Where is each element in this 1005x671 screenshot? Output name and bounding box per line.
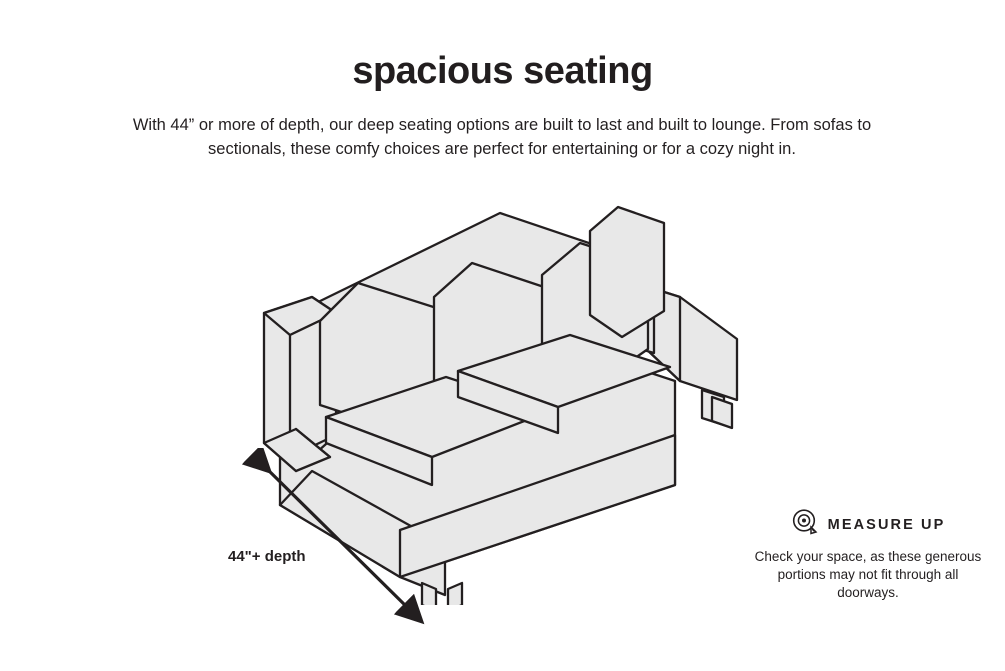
measure-up-note: Check your space, as these generous portions may not fit through all doorways.: [754, 549, 982, 601]
sofa-leg-back-right-2: [712, 397, 732, 428]
sofa-back-cushion-4: [590, 207, 664, 337]
measure-up-label: MEASURE UP: [827, 516, 946, 533]
measure-up-block: [752, 508, 984, 603]
depth-arrow: [240, 448, 440, 638]
depth-arrow-line: [261, 463, 413, 613]
sofa-leg-front-left-2: [448, 583, 462, 605]
page-subtitle: With 44” or more of depth, our deep seating options are built to last and built to lounge. From sofas to sectionals, these comfy choices are perfect for entertaining or for a cozy night in.: [132, 116, 872, 158]
depth-arrow-label: 44"+ depth: [228, 548, 306, 565]
tape-measure-icon: [791, 508, 819, 541]
page-title: spacious seating: [352, 50, 653, 92]
measure-up-heading: [752, 508, 984, 541]
